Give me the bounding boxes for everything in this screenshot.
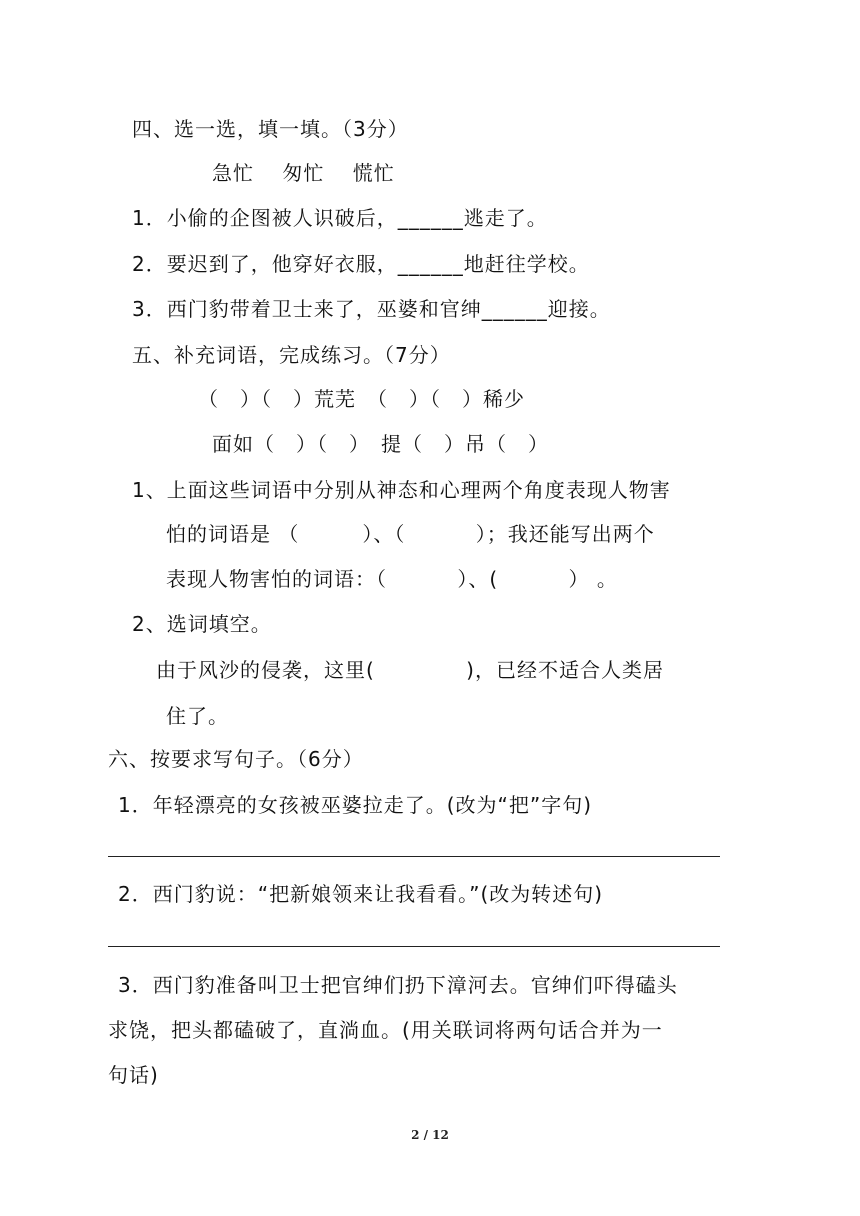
section-4-question-2: 2．要迟到了，他穿好衣服，______地赶往学校。 [132,252,590,276]
section-4-question-1: 1．小偷的企图被人识破后，______逃走了。 [132,206,548,230]
section-5-question-2-line-2: 住了。 [166,704,229,728]
section-6-question-3-line-3: 句话) [108,1063,159,1087]
section-5-heading: 五、补充词语，完成练习。（7分） [132,343,451,367]
section-5-question-1-line-2: 怕的词语是 （ ）、（ ）；我还能写出两个 [166,522,655,546]
answer-line-1 [108,856,720,857]
page-number: 2 / 12 [411,1128,449,1142]
section-6-question-3-line-1: 3．西门豹准备叫卫士把官绅们扔下漳河去。官绅们吓得磕头 [118,973,678,997]
word-options: 急忙 匆忙 慌忙 [212,161,395,185]
idiom-row-2: 面如（ ）（ ） 提（ ）吊（ ） [212,432,549,456]
section-5-question-2-label: 2、选词填空。 [132,612,272,636]
section-6-question-1: 1．年轻漂亮的女孩被巫婆拉走了。(改为“把”字句) [118,793,593,817]
section-5-question-2-line-1: 由于风沙的侵袭，这里( )，已经不适合人类居 [156,658,664,682]
section-5-question-1-line-3: 表现人物害怕的词语：（ ）、( ） 。 [166,567,618,591]
section-6-heading: 六、按要求写句子。（6分） [108,747,364,771]
answer-line-2 [108,946,720,947]
idiom-row-1: （ ）（ ）荒芜 （ ）（ ）稀少 [198,387,525,411]
section-5-question-1-line-1: 1、上面这些词语中分别从神态和心理两个角度表现人物害 [132,478,671,502]
section-6-question-3-line-2: 求饶，把头都磕破了，直淌血。(用关联词将两句话合并为一 [108,1018,663,1042]
section-6-question-2: 2．西门豹说：“把新娘领来让我看看。”(改为转述句) [118,882,604,906]
section-4-question-3: 3．西门豹带着卫士来了，巫婆和官绅______迎接。 [132,297,611,321]
section-4-heading: 四、选一选，填一填。（3分） [132,117,409,141]
